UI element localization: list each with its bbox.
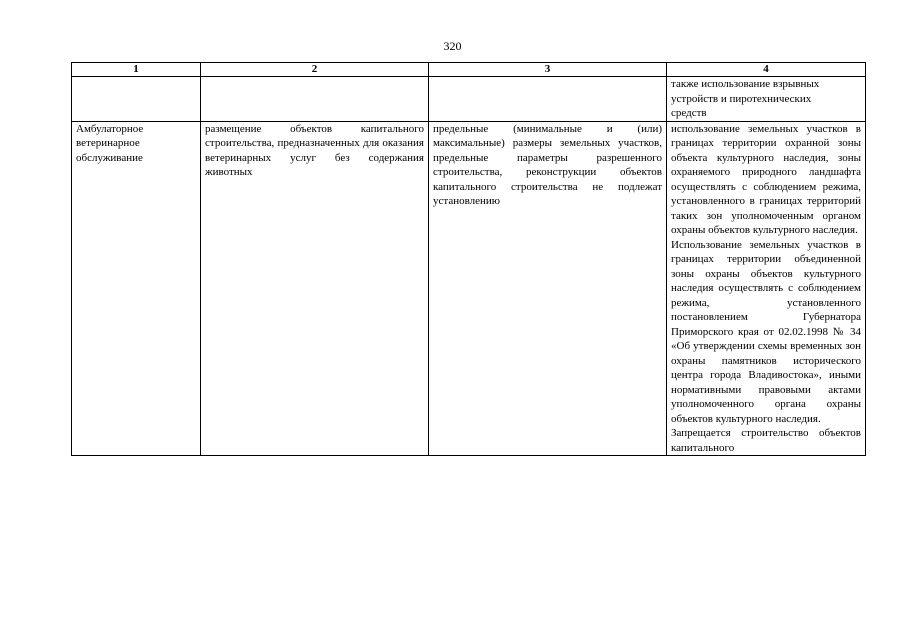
- table-cell-parameters: предельные (минимальные и (или) максимальные) размеры земельных участков, предельные параметры разрешенного строительства, реконструкции объектов капитального строительства не подлежат установлению: [429, 121, 667, 456]
- column-header-3: 3: [429, 63, 667, 77]
- table-row: [72, 121, 866, 456]
- table-row: [72, 77, 866, 122]
- table-cell-restrictions: использование земельных участков в границах территории охранной зоны объекта культурного наследия, зоны охраняемого природного ландшафта осуществлять с соблюдением режима, установленного в границах территорий таких зон уполномоченным органом охраны объектов культурного наследия. Использование земельных участков в границах территории объединенной зоны охраны объектов культурного наследия осуществлять с соблюдением режима, установленного постановлением Губернатора Приморского края от 02.02.1998 № 34 «Об утверждении схемы временных зон охраны памятников исторического центра города Владивостока», иными нормативными правовыми актами уполномоченного органа охраны объектов культурного наследия. Запрещается строительство объектов капитального: [667, 121, 866, 456]
- column-header-1: 1: [72, 63, 201, 77]
- table-cell-restrictions: также использование взрывных устройств и пиротехнических средств: [667, 77, 866, 122]
- table-cell-description: [201, 77, 429, 122]
- table-header-row: [72, 63, 866, 77]
- table-cell-use-type: [72, 77, 201, 122]
- regulations-table: [71, 62, 866, 456]
- page-number: 320: [443, 39, 462, 53]
- table-cell-parameters: [429, 77, 667, 122]
- table-cell-use-type: Амбулаторное ветеринарное обслуживание: [72, 121, 201, 456]
- column-header-4: 4: [667, 63, 866, 77]
- column-header-2: 2: [201, 63, 429, 77]
- table-cell-description: размещение объектов капитального строительства, предназначенных для оказания ветеринарных услуг без содержания животных: [201, 121, 429, 456]
